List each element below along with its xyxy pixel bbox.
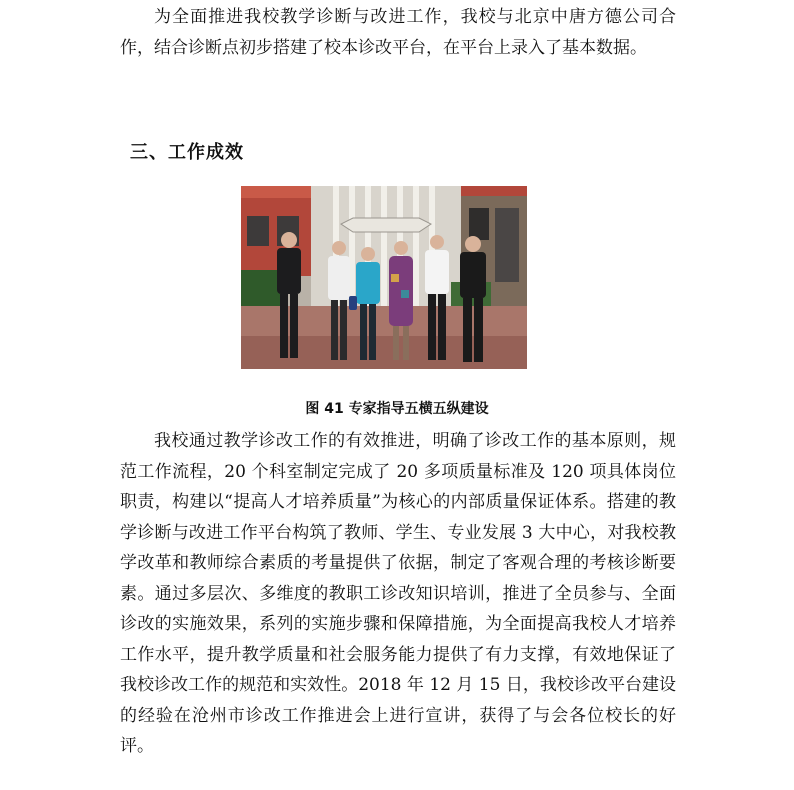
paragraph-results: 我校通过教学诊改工作的有效推进，明确了诊改工作的基本原则，规范工作流程，20 个科室制定完成了 20 多项质量标准及 120 项具体岗位职责，构建以“提高人才培养质量”为核心的内部质量保证体系。搭建的教学诊断与改进工作平台构筑了教师、学生、专业发展 3 大中心，对我校教学改革和教师综合素质的考量提供了依据，制定了客观合理的考核诊断要素。通过多层次、多维度的教职工诊改知识培训，推进了全员参与、全面诊改的实施效果，系列的实施步骤和保障措施，为全面提高我校人才培养工作水平，提升教学质量和社会服务能力提供了有力支撑，有效地保证了我校诊改工作的规范和实效性。2018 年 12 月 15 日，我校诊改平台建设的经验在沧州市诊改工作推进会上进行宣讲，获得了与会各位校长的好评。 [120, 431, 676, 756]
section-heading: 三、工作成效 [130, 142, 244, 163]
figure-caption: 图 41 专家指导五横五纵建设 [305, 401, 489, 417]
group-photo [241, 186, 527, 369]
paragraph-intro: 为全面推进我校教学诊断与改进工作，我校与北京中唐方德公司合作，结合诊断点初步搭建了校本诊改平台，在平台上录入了基本数据。 [120, 7, 676, 58]
